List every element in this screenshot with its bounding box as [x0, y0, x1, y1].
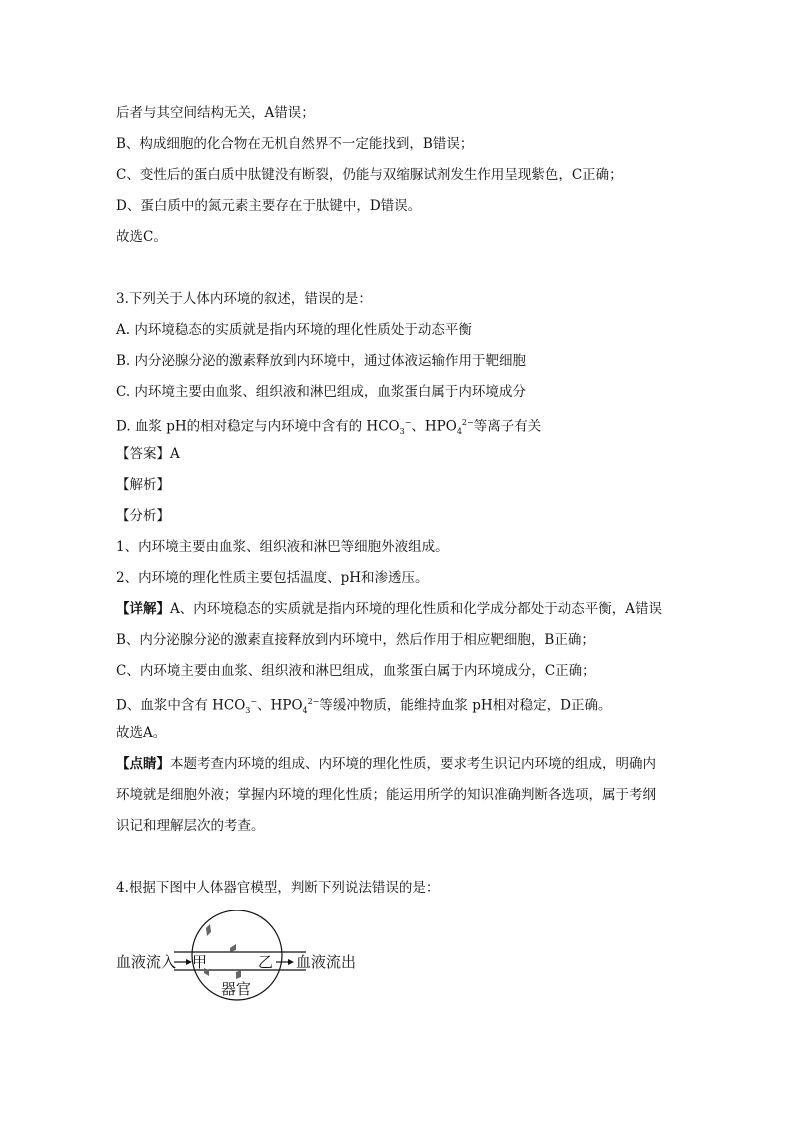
comment-line: 【点睛】本题考查内环境的组成、内环境的理化性质，要求考生识记内环境的组成，明确内 — [116, 756, 656, 772]
question-3-stem: 3.下列关于人体内环境的叙述，错误的是： — [116, 291, 372, 307]
text-line: D、蛋白质中的氮元素主要存在于肽键中，D错误。 — [116, 198, 422, 214]
detail-line: 【详解】A、内环境稳态的实质就是指内环境的理化性质和化学成分都处于动态平衡，A错误 — [116, 601, 662, 617]
analysis-subheading: 【分析】 — [116, 508, 170, 524]
text-line: D、血浆中含有 $HCO_3^-$、$HPO_4^{2-}$等缓冲物质，能维持血浆 pH相对稳定，D正确。 — [116, 697, 612, 716]
organ-label: 器官 — [221, 980, 252, 998]
outflow-label: 血液流出 — [296, 953, 357, 971]
text-line: C、内环境主要由血浆、组织液和淋巴组成，血浆蛋白属于内环境成分，C正确； — [116, 663, 596, 679]
yi-label: 乙 — [258, 953, 274, 971]
text-line: 后者与其空间结构无关，A错误； — [116, 105, 315, 121]
text-line: 环境就是细胞外液；掌握内环境的理化性质；能运用所学的知识准确判断各选项，属于考纲 — [116, 787, 656, 803]
option-d: D. 血浆 pH的相对稳定与内环境中含有的 $HCO_3^-$、$HPO_4^{2-}$等离子有关 — [116, 418, 542, 437]
marker-shape — [206, 924, 211, 936]
text-line: 故选C。 — [116, 229, 167, 245]
organ-model-diagram — [112, 910, 372, 1010]
option-a: A. 内环境稳态的实质就是指内环境的理化性质处于动态平衡 — [116, 322, 472, 338]
text-line: 1、内环境主要由血浆、组织液和淋巴等细胞外液组成。 — [116, 539, 449, 555]
jia-label: 甲 — [192, 953, 208, 971]
inflow-label: 血液流入 — [116, 953, 177, 971]
answer-line: 【答案】A — [116, 446, 180, 462]
text-line: B、构成细胞的化合物在无机自然界不一定能找到，B错误； — [116, 136, 474, 152]
text-line: 故选A。 — [116, 725, 167, 741]
marker-shape — [230, 944, 236, 952]
question-4-stem: 4.根据下图中人体器官模型，判断下列说法错误的是： — [116, 880, 440, 896]
option-c: C. 内环境主要由血浆、组织液和淋巴组成，血浆蛋白属于内环境成分 — [116, 384, 526, 400]
option-b: B. 内分泌腺分泌的激素释放到内环境中，通过体液运输作用于靶细胞 — [116, 353, 527, 369]
marker-shape — [236, 970, 241, 979]
text-line: 识记和理解层次的考查。 — [116, 818, 265, 834]
text-line: B、内分泌腺分泌的激素直接释放到内环境中，然后作用于相应靶细胞，B正确； — [116, 632, 595, 648]
analysis-heading: 【解析】 — [116, 477, 170, 493]
text-line: C、变性后的蛋白质中肽键没有断裂，仍能与双缩脲试剂发生作用呈现紫色，C正确； — [116, 167, 623, 183]
text-line: 2、内环境的理化性质主要包括温度、pH和渗透压。 — [116, 570, 429, 586]
arrow-right-icon — [288, 959, 294, 965]
